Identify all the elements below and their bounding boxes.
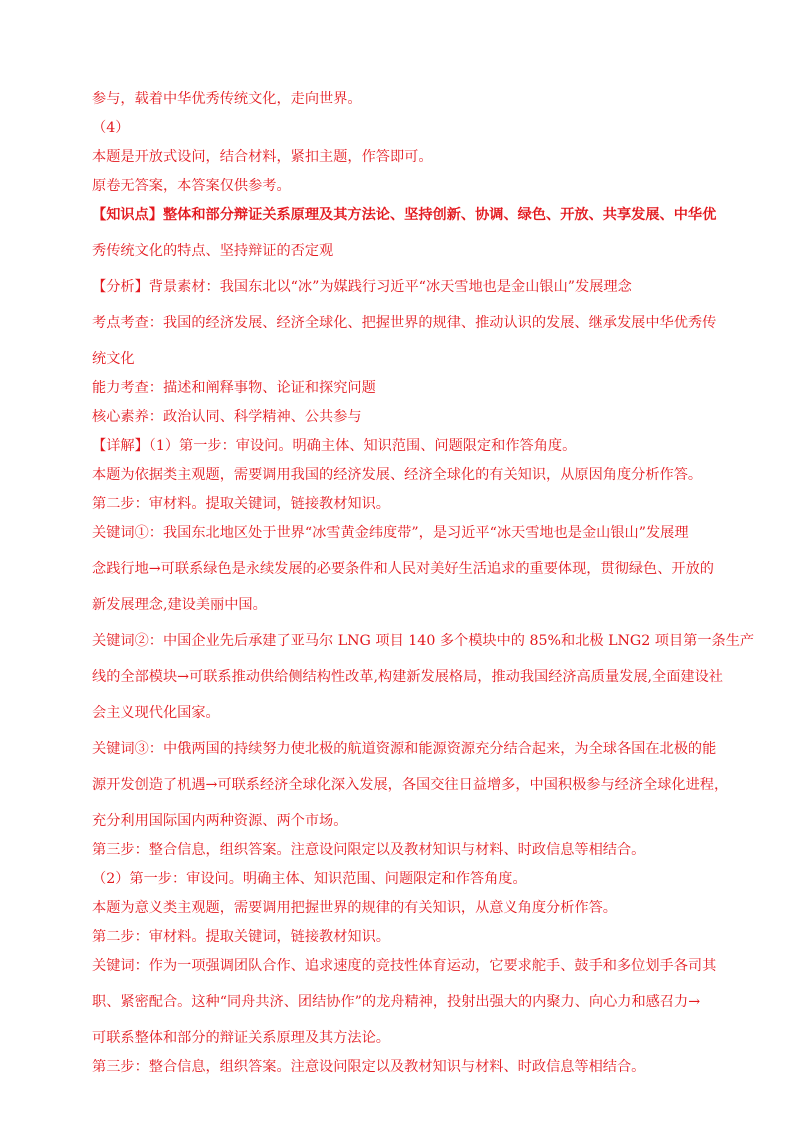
text-line: 第二步：审材料。提取关键词，链接教材知识。: [92, 496, 390, 512]
text-line: 【分析】背景素材：我国东北以“冰”为媒践行习近平“冰天雪地也是金山银山”发展理念: [92, 279, 632, 295]
text-line: 新发展理念,建设美丽中国。: [92, 597, 267, 613]
text-line: 关键词③：中俄两国的持续努力使北极的航道资源和能源资源充分结合起来，为全球各国在北极的能: [92, 741, 717, 757]
text-line: 【知识点】整体和部分辩证关系原理及其方法论、坚持创新、协调、绿色、开放、共享发展、中华优: [92, 207, 717, 223]
text-line: 源开发创造了机遇→可联系经济全球化深入发展，各国交往日益增多，中国积极参与经济全球化进程，: [92, 777, 729, 793]
text-line: 本题为依据类主观题，需要调用我国的经济发展、经济全球化的有关知识，从原因角度分析作答。: [92, 467, 703, 483]
text-line: 【详解】（1）第一步：审设问。明确主体、知识范围、问题限定和作答角度。: [92, 438, 577, 454]
text-line: 关键词①：我国东北地区处于世界“冰雪黄金纬度带”，是习近平“冰天雪地也是金山银山”发展理: [92, 525, 689, 541]
text-line: 原卷无答案，本答案仅供参考。: [92, 178, 291, 194]
text-line: 统文化: [92, 351, 135, 367]
text-line: 参与，载着中华优秀传统文化，走向世界。: [92, 91, 362, 107]
text-line: 能力考查：描述和阐释事物、论证和探究问题: [92, 380, 376, 396]
text-line: 关键词②：中国企业先后承建了亚马尔 LNG 项目 140 多个模块中的 85%和北极 LNG2 项目第一条生产: [92, 633, 755, 649]
text-line: 第三步：整合信息，组织答案。注意设问限定以及教材知识与材料、时政信息等相结合。: [92, 1059, 646, 1075]
text-line: 可联系整体和部分的辩证关系原理及其方法论。: [92, 1030, 390, 1046]
text-line: 职、紧密配合。这种“同舟共济、团结协作”的龙舟精神，投射出强大的内聚力、向心力和感召力→: [92, 994, 701, 1010]
text-line: 考点考查：我国的经济发展、经济全球化、把握世界的规律、推动认识的发展、继承发展中华优秀传: [92, 315, 717, 331]
text-line: 第二步：审材料。提取关键词，链接教材知识。: [92, 929, 390, 945]
text-line: 充分利用国际国内两种资源、两个市场。: [92, 813, 348, 829]
text-line: 会主义现代化国家。: [92, 705, 220, 721]
text-line: 关键词：作为一项强调团队合作、追求速度的竞技性体育运动，它要求舵手、鼓手和多位划手各司其: [92, 958, 717, 974]
answer-text-body: [92, 90, 755, 1076]
text-line: （4）: [92, 120, 130, 136]
text-line: 秀传统文化的特点、坚持辩证的否定观: [92, 243, 334, 259]
text-line: 核心素养：政治认同、科学精神、公共参与: [92, 409, 362, 425]
text-line: 本题是开放式设问，结合材料，紧扣主题，作答即可。: [92, 149, 433, 165]
text-line: 本题为意义类主观题，需要调用把握世界的规律的有关知识，从意义角度分析作答。: [92, 900, 617, 916]
text-line: 第三步：整合信息，组织答案。注意设问限定以及教材知识与材料、时政信息等相结合。: [92, 842, 646, 858]
text-line: 线的全部模块→可联系推动供给侧结构性改革,构建新发展格局，推动我国经济高质量发展,全面建设社: [92, 669, 723, 685]
text-line: （2）第一步：审设问。明确主体、知识范围、问题限定和作答角度。: [92, 871, 527, 887]
text-line: 念践行地→可联系绿色是永续发展的必要条件和人民对美好生活追求的重要体现，贯彻绿色、开放的: [92, 561, 714, 577]
